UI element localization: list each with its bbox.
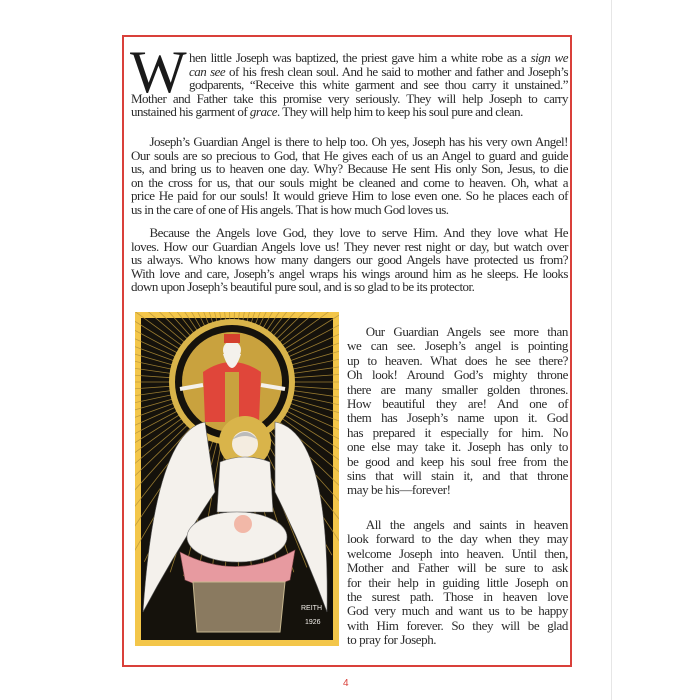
artist-signature-year: 1926 — [305, 619, 321, 626]
text-segment: God very much and want us to be happy — [347, 603, 568, 619]
text-segment: unstained his garment of — [131, 104, 250, 119]
text-segment: loves. How our Guardian Angels love us! They never rest night or day, but watch over — [131, 238, 568, 254]
text-segment: Joseph’s Guardian Angel is there to help too. Oh yes, Joseph has his very own Angel! — [131, 134, 568, 149]
text-line — [347, 633, 568, 647]
italic-text: grace — [249, 104, 278, 119]
text-segment: All the angels and saints in heaven — [347, 517, 568, 532]
text-line — [131, 189, 568, 203]
text-segment: How beautiful they are! And one of — [347, 395, 568, 411]
text-line — [131, 135, 568, 149]
text-segment: one else may take it. Joseph has only to — [347, 439, 568, 455]
text-segment: price He paid for our souls! It would grieve Him to lose even one. So he places each of — [131, 188, 568, 203]
wicker-cradle-base — [193, 582, 285, 632]
text-line — [131, 253, 568, 267]
text-line — [347, 532, 568, 546]
angel-robe — [217, 457, 273, 512]
text-line — [131, 92, 568, 106]
text-line — [189, 78, 568, 92]
text-line — [189, 51, 568, 65]
paragraph-golden-thrones — [347, 325, 568, 498]
page-edge — [611, 0, 612, 700]
text-segment: we can see. Joseph’s angel is pointing — [347, 338, 568, 354]
text-line — [131, 162, 568, 176]
text-line — [131, 280, 568, 294]
text-segment: them has Joseph’s name upon it. God — [347, 410, 568, 426]
text-line — [131, 267, 568, 281]
text-segment: us in the care of one of His angels. That is how much God loves us. — [131, 201, 449, 217]
text-line — [347, 354, 568, 368]
text-segment: of his fresh clean soul. And he said to mother and father and Joseph’s — [225, 63, 569, 79]
text-line — [347, 469, 568, 483]
baby-head — [234, 515, 252, 533]
text-line — [131, 149, 568, 163]
text-segment: has prepared it especially for him. No — [347, 424, 568, 440]
text-segment: us always. Who knows how many dangers our good Angels have protected us from? — [131, 252, 568, 267]
guardian-angel-illustration — [135, 312, 339, 646]
text-segment: Our Guardian Angels see more than — [347, 324, 568, 339]
text-segment: for their help in guiding little Joseph on — [347, 574, 568, 590]
text-line — [347, 440, 568, 454]
text-line — [347, 397, 568, 411]
text-line — [347, 383, 568, 397]
text-segment: Mother and Father will be sure to ask — [347, 560, 568, 576]
text-line — [347, 604, 568, 618]
text-line — [347, 619, 568, 633]
text-line — [131, 105, 568, 119]
text-line — [347, 483, 568, 497]
text-segment: us, and bring us to heaven one day. Why? Because He sent His only Son, Jesus, to die — [131, 161, 568, 176]
paragraph-guardian-angel — [131, 135, 568, 216]
text-line — [347, 547, 568, 561]
text-segment: godparents, “Receive this white garment and see thou carry it unstained.” — [189, 77, 568, 92]
text-segment: with Him forever. So they will be glad — [347, 617, 568, 633]
italic-text: sign we — [530, 50, 568, 65]
text-segment: on the cross for us, that our souls might be cleaned and come to heaven. Oh, what a — [131, 174, 568, 190]
text-segment: welcome Joseph into heaven. Until then, — [347, 545, 568, 561]
text-segment: the surest path. Those in heaven love — [347, 588, 568, 604]
text-segment: down upon Joseph’s beautiful pure soul, and is so glad to be its protector. — [131, 279, 475, 294]
text-line — [347, 455, 568, 469]
god-crown — [224, 334, 240, 343]
text-segment: . They will help him to keep his soul pure and clean. — [277, 104, 523, 119]
text-line — [131, 203, 568, 217]
text-line — [347, 561, 568, 575]
text-segment: up to heaven. What does he see there? — [347, 352, 568, 368]
text-segment: hen little Joseph was baptized, the priest gave him a white robe as a — [189, 50, 531, 65]
text-segment: be good and keep his soul free from the — [347, 453, 568, 469]
text-segment: sins that will stain it, and that throne — [347, 467, 568, 483]
drop-cap: W — [130, 39, 187, 105]
paragraph-angels-serve — [131, 226, 568, 294]
text-line — [347, 576, 568, 590]
god-stole — [225, 372, 239, 422]
text-segment: may be his—forever! — [347, 482, 451, 498]
text-line — [131, 240, 568, 254]
text-segment: With love and care, Joseph’s angel wraps his wings around him as he sleeps. He looks — [131, 265, 568, 281]
text-line — [347, 590, 568, 604]
paragraph-saints-pray — [347, 518, 568, 648]
text-segment: there are many smaller golden thrones. — [347, 381, 568, 397]
text-line — [131, 176, 568, 190]
text-line — [189, 65, 568, 79]
artist-signature-name: REITH — [301, 605, 322, 612]
text-segment: Mother and Father take this promise very seriously. They will help Joseph to carry — [131, 90, 568, 106]
page-number: 4 — [343, 678, 349, 689]
text-segment: Our souls are so precious to God, that He gives each of us an Angel to guard and guide — [131, 147, 568, 163]
paragraph-baptism — [131, 51, 568, 119]
text-segment: look forward to the day when they may — [347, 531, 568, 547]
text-line — [347, 518, 568, 532]
text-line — [347, 411, 568, 425]
text-line — [347, 368, 568, 382]
text-segment: Because the Angels love God, they love to serve Him. And they love what He — [131, 225, 568, 240]
text-line — [347, 325, 568, 339]
text-segment: Oh look! Around God’s mighty throne — [347, 367, 568, 383]
text-line — [131, 226, 568, 240]
text-line — [347, 339, 568, 353]
text-line — [347, 426, 568, 440]
text-segment: to pray for Joseph. — [347, 632, 437, 648]
italic-text: can see — [189, 63, 226, 79]
